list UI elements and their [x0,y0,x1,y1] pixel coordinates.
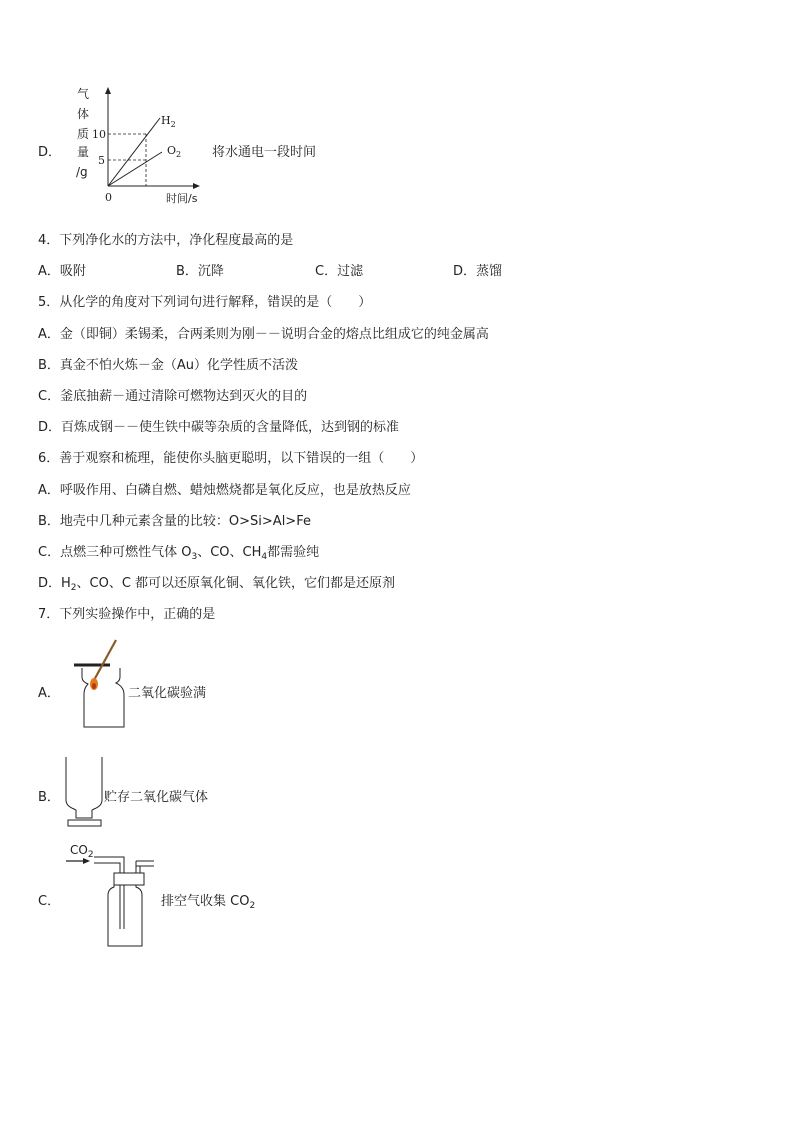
co2-full-check-bottle-icon [72,638,128,730]
q3-option-d-letter: D． [38,145,62,160]
glass-plate [68,820,101,826]
q4-stem: 4．下列净化水的方法中，净化程度最高的是 [38,233,294,248]
q4-option-a: A．吸附 [38,264,86,279]
q5-option-c: C．釜底抽薪－通过清除可燃物达到灭火的目的 [38,389,308,404]
q7-option-c-letter: C． [38,894,61,909]
ylabel-char-4: 量 [77,145,90,159]
ylabel-char-3: 质 [77,127,90,141]
series-o2-line [108,152,162,186]
q6-option-d: D．$H_2$、CO、C 都可以还原氧化铜、氧化铁，它们都是还原剂 [38,576,396,593]
ylabel-char-1: 气 [77,87,90,101]
stopper [114,873,144,885]
q5-option-b: B．真金不怕火炼－金（Au）化学性质不活泼 [38,358,299,373]
q6-option-b: B．地壳中几种元素含量的比较：O>Si>Al>Fe [38,514,311,529]
inflow-arrow-head [83,858,90,864]
series-o2-label: $O_2$ [167,144,182,159]
q3-option-d-caption: 将水通电一段时间 [212,145,317,160]
series-h2-line [108,118,160,186]
inlet-tube [94,857,124,929]
q5-option-a: A．金（即铜）柔锡柔，合两柔则为刚－－说明合金的熔点比组成它的纯金属高 [38,327,489,342]
series-h2-label: $H_2$ [161,114,176,129]
q6-option-a: A．呼吸作用、白磷自燃、蜡烛燃烧都是氧化反应，也是放热反应 [38,483,411,498]
q7-option-a-letter: A． [38,686,60,701]
q6-option-c: C．点燃三种可燃性气体 $O_3$、CO、$CH_4$都需验纯 [38,545,320,562]
y-tick-10: 10 [92,128,106,141]
q7-option-b-caption: 贮存二氧化碳气体 [104,790,209,805]
y-axis-label [76,86,89,179]
q4-option-d: D．蒸馏 [453,264,503,279]
ylabel-char-5: /g [76,165,88,179]
flame-core [92,683,96,689]
q4-option-c: C．过滤 [315,264,364,279]
q5-option-d: D．百炼成钢－－使生铁中碳等杂质的含量降低，达到钢的标准 [38,420,400,435]
ylabel-char-2: 体 [77,107,90,121]
inverted-gas-bottle-icon [62,756,107,832]
x-axis-label: 时间/s [166,192,198,205]
y-tick-5: 5 [98,154,105,167]
q5-stem: 5．从化学的角度对下列词句进行解释，错误的是（ ） [38,295,372,310]
q7-stem: 7．下列实验操作中，正确的是 [38,607,216,622]
x-axis-arrow [193,183,200,189]
q4-option-b: B．沉降 [176,264,224,279]
gas-collection-bottle-icon [64,855,156,949]
bottle-outline [82,668,124,727]
q7-option-a-caption: 二氧化碳验满 [128,686,207,701]
q7-option-c-caption: 排空气收集 $CO_2$ [161,894,256,911]
q6-stem: 6．善于观察和梳理，能使你头脑更聪明，以下错误的一组（ ） [38,451,424,466]
bottle-body [66,757,102,818]
q7-option-b-letter: B． [38,790,60,805]
co2-arrow-label: $CO_2$ [70,843,94,860]
origin-label: 0 [105,191,112,204]
burning-stick [93,640,116,682]
water-electrolysis-chart [70,84,210,209]
y-axis-arrow [105,87,111,94]
bottle-outline [108,885,142,946]
